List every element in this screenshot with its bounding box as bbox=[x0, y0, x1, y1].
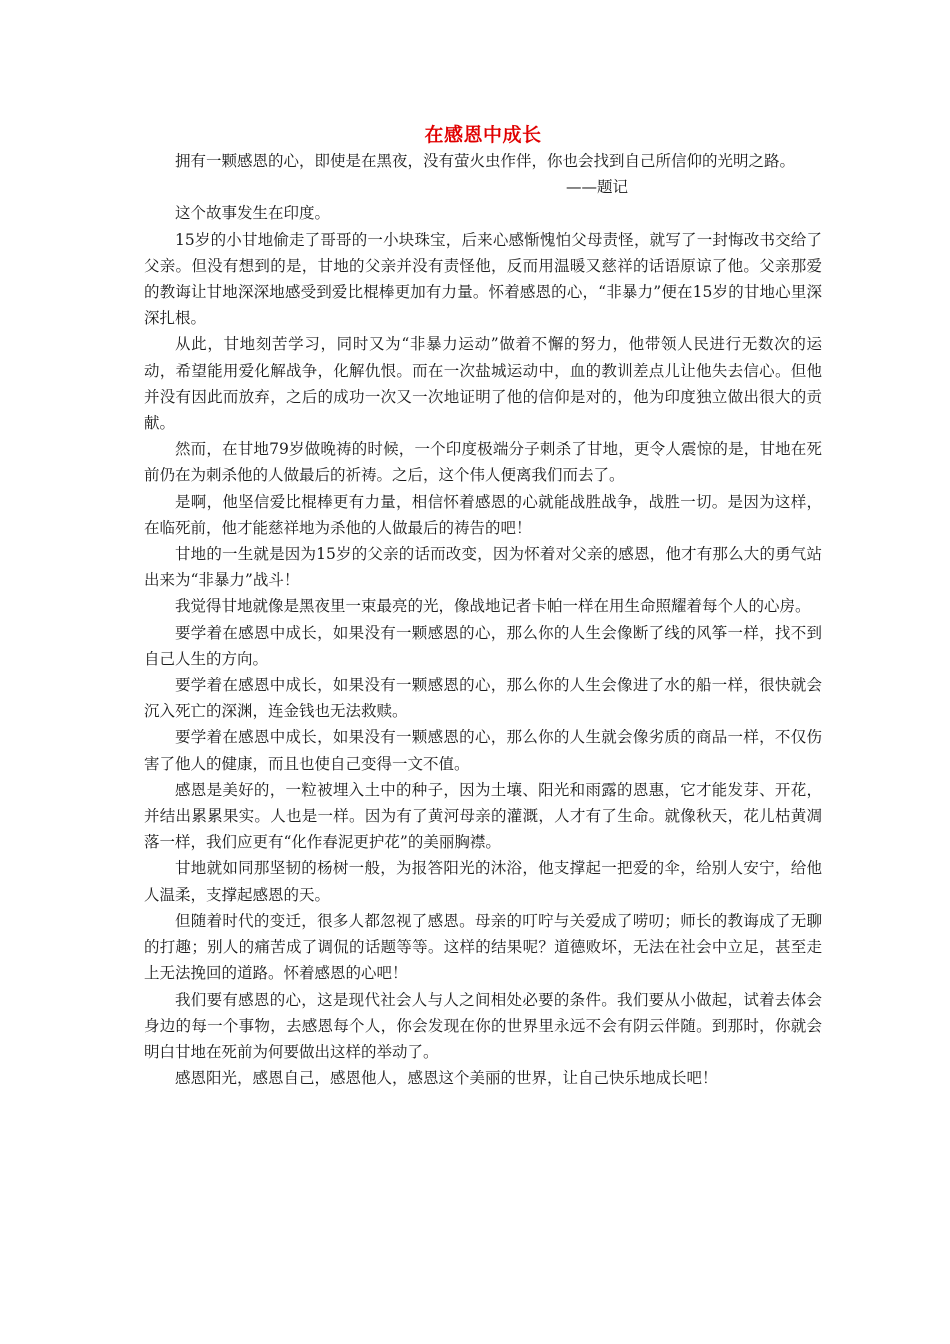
paragraph: 15岁的小甘地偷走了哥哥的一小块珠宝，后来心感惭愧怕父母责怪，就写了一封悔改书交给了父亲。但没有想到的是，甘地的父亲并没有责怪他，反而用温暖又慈祥的话语原谅了他。父亲那爱的教诲让甘地深深地感受到爱比棍棒更加有力量。怀着感恩的心，“非暴力”便在15岁的甘地心里深深扎根。 bbox=[144, 230, 822, 328]
paragraph: 要学着在感恩中成长，如果没有一颗感恩的心，那么你的人生会像进了水的船一样，很快就会沉入死亡的深渊，连金钱也无法救赎。 bbox=[144, 676, 822, 721]
epigraph-sign: ——题记 bbox=[565, 178, 628, 197]
paragraph: 然而，在甘地79岁做晚祷的时候，一个印度极端分子刺杀了甘地，更令人震惊的是，甘地在死前仍在为刺杀他的人做最后的祈祷。之后，这个伟人便离我们而去了。 bbox=[144, 440, 822, 485]
paragraph: 感恩是美好的，一粒被埋入土中的种子，因为土壤、阳光和雨露的恩惠，它才能发芽、开花，并结出累累果实。人也是一样。因为有了黄河母亲的灌溉，人才有了生命。就像秋天，花儿枯黄凋落一样，我们应更有“化作春泥更护花”的美丽胸襟。 bbox=[144, 780, 822, 852]
paragraph: 但随着时代的变迁，很多人都忽视了感恩。母亲的叮咛与关爱成了唠叨；师长的教诲成了无聊的打趣；别人的痛苦成了调侃的话题等等。这样的结果呢？道德败坏，无法在社会中立足，甚至走上无法挽回的道路。怀着感恩的心吧！ bbox=[144, 911, 822, 983]
paragraph: 从此，甘地刻苦学习，同时又为“非暴力运动”做着不懈的努力，他带领人民进行无数次的运动，希望能用爱化解战争，化解仇恨。而在一次盐城运动中，血的教训差点儿让他失去信心。但他并没有因此而放弃，之后的成功一次又一次地证明了他的信仰是对的，他为印度独立做出很大的贡献。 bbox=[144, 335, 822, 433]
paragraph: 甘地就如同那坚韧的杨树一般，为报答阳光的沐浴，他支撑起一把爱的伞，给别人安宁，给他人温柔，支撑起感恩的天。 bbox=[144, 859, 822, 904]
epigraph: 拥有一颗感恩的心，即使是在黑夜，没有萤火虫作伴，你也会找到自己所信仰的光明之路。 bbox=[175, 152, 796, 170]
paragraph: 要学着在感恩中成长，如果没有一颗感恩的心，那么你的人生会像断了线的风筝一样，找不到自己人生的方向。 bbox=[144, 623, 822, 668]
document-title: 在感恩中成长 bbox=[424, 124, 542, 146]
document-page bbox=[144, 122, 822, 1091]
paragraph: 甘地的一生就是因为15岁的父亲的话而改变，因为怀着对父亲的感恩，他才有那么大的勇气站出来为“非暴力”战斗！ bbox=[144, 545, 822, 590]
paragraph: 是啊，他坚信爱比棍棒更有力量，相信怀着感恩的心就能战胜战争，战胜一切。是因为这样，在临死前，他才能慈祥地为杀他的人做最后的祷告的吧！ bbox=[144, 492, 822, 537]
paragraph: 要学着在感恩中成长，如果没有一颗感恩的心，那么你的人生就会像劣质的商品一样，不仅伤害了他人的健康，而且也使自己变得一文不值。 bbox=[144, 728, 822, 773]
paragraph: 我觉得甘地就像是黑夜里一束最亮的光，像战地记者卡帕一样在用生命照耀着每个人的心房。 bbox=[175, 597, 811, 616]
paragraph: 这个故事发生在印度。 bbox=[175, 204, 331, 223]
paragraph: 我们要有感恩的心，这是现代社会人与人之间相处必要的条件。我们要从小做起，试着去体会身边的每一个事物，去感恩每个人，你会发现在你的世界里永远不会有阴云伴随。到那时，你就会明白甘地在死前为何要做出这样的举动了。 bbox=[144, 990, 822, 1061]
paragraph: 感恩阳光，感恩自己，感恩他人，感恩这个美丽的世界，让自己快乐地成长吧！ bbox=[175, 1069, 718, 1088]
